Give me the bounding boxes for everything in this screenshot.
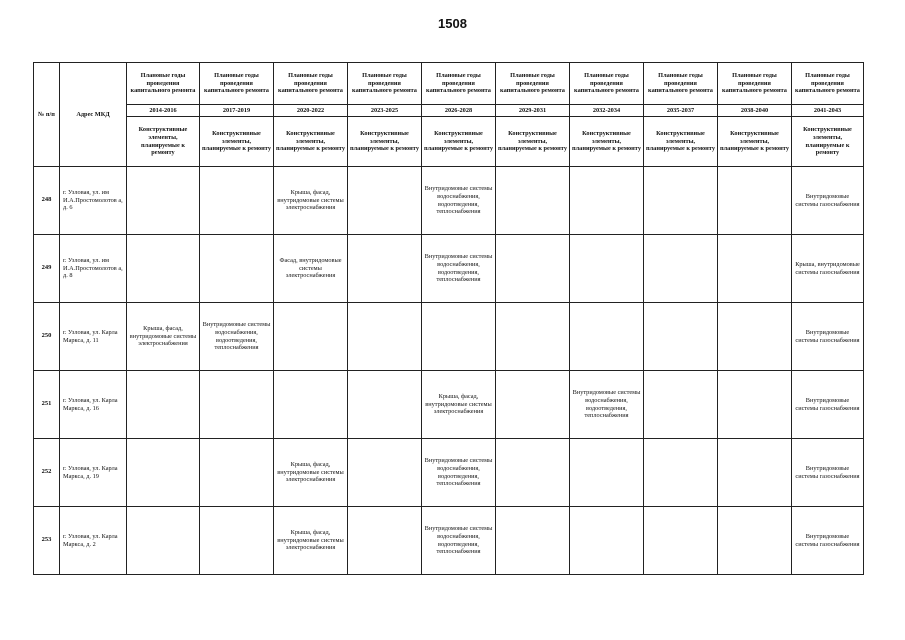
table-cell (200, 235, 274, 303)
period-header: 2041-2043 (792, 105, 864, 117)
row-number: 249 (34, 235, 60, 303)
table-cell (496, 371, 570, 439)
planned-years-header: Плановые годы проведения капитального ремонта (348, 63, 422, 105)
elements-header: Конструктивные элементы, планируемые к ремонту (570, 117, 644, 167)
table-cell (644, 303, 718, 371)
period-header: 2026-2028 (422, 105, 496, 117)
table-cell (570, 235, 644, 303)
table-cell (422, 303, 496, 371)
table-cell (127, 371, 200, 439)
row-number: 253 (34, 507, 60, 575)
planned-years-header: Плановые годы проведения капитального ремонта (496, 63, 570, 105)
table-cell (718, 235, 792, 303)
table-cell (718, 507, 792, 575)
page-number: 1508 (438, 16, 467, 31)
table-cell (496, 167, 570, 235)
planned-years-header: Плановые годы проведения капитального ремонта (644, 63, 718, 105)
elements-header: Конструктивные элементы, планируемые к ремонту (127, 117, 200, 167)
table-cell (644, 371, 718, 439)
table-cell: Крыша, фасад, внутридомовые системы электроснабжения (274, 439, 348, 507)
elements-header: Конструктивные элементы, планируемые к ремонту (348, 117, 422, 167)
table-cell (348, 507, 422, 575)
table-cell (127, 167, 200, 235)
table-cell (200, 507, 274, 575)
table-cell (496, 303, 570, 371)
table-cell (348, 235, 422, 303)
table-cell (274, 303, 348, 371)
elements-header: Конструктивные элементы, планируемые к ремонту (792, 117, 864, 167)
table-cell (718, 167, 792, 235)
row-number: 251 (34, 371, 60, 439)
period-header: 2032-2034 (570, 105, 644, 117)
table-cell (570, 167, 644, 235)
table-cell: Крыша, фасад, внутридомовые системы электроснабжения (274, 167, 348, 235)
table-cell (718, 439, 792, 507)
planned-years-header: Плановые годы проведения капитального ремонта (200, 63, 274, 105)
table-cell: Внутридомовые системы газоснабжения (792, 303, 864, 371)
period-header: 2035-2037 (644, 105, 718, 117)
header-row-planned (34, 63, 864, 105)
table-cell: Фасад, внутридомовые системы электроснабжения (274, 235, 348, 303)
table-cell (348, 439, 422, 507)
row-number: 252 (34, 439, 60, 507)
table-cell (200, 439, 274, 507)
table-cell: Внутридомовые системы газоснабжения (792, 371, 864, 439)
planned-years-header: Плановые годы проведения капитального ремонта (422, 63, 496, 105)
table-cell: Крыша, фасад, внутридомовые системы электроснабжения (127, 303, 200, 371)
table-cell: Внутридомовые системы водоснабжения, водоотведения, теплоснабжения (422, 439, 496, 507)
table-cell: Внутридомовые системы водоснабжения, водоотведения, теплоснабжения (422, 507, 496, 575)
table-cell (127, 507, 200, 575)
planned-years-header: Плановые годы проведения капитального ремонта (792, 63, 864, 105)
row-address: г. Узловая, ул. им И.А.Простомолотов а, д. 6 (60, 167, 127, 235)
header-row-elements (34, 117, 864, 167)
table-cell (200, 167, 274, 235)
table-cell (644, 439, 718, 507)
table-row (34, 507, 864, 575)
table-cell: Внутридомовые системы водоснабжения, водоотведения, теплоснабжения (422, 235, 496, 303)
table-cell: Крыша, фасад, внутридомовые системы электроснабжения (274, 507, 348, 575)
table-row (34, 303, 864, 371)
capital-repair-table (33, 62, 864, 575)
table-cell: Крыша, фасад, внутридомовые системы электроснабжения (422, 371, 496, 439)
table-cell (127, 235, 200, 303)
elements-header: Конструктивные элементы, планируемые к ремонту (274, 117, 348, 167)
table-cell (718, 371, 792, 439)
table-cell (348, 167, 422, 235)
table-cell (644, 507, 718, 575)
table-row (34, 235, 864, 303)
elements-header: Конструктивные элементы, планируемые к ремонту (718, 117, 792, 167)
table-cell (496, 235, 570, 303)
row-number: 248 (34, 167, 60, 235)
table-cell (644, 167, 718, 235)
period-header: 2023-2025 (348, 105, 422, 117)
elements-header: Конструктивные элементы, планируемые к ремонту (496, 117, 570, 167)
elements-header: Конструктивные элементы, планируемые к ремонту (422, 117, 496, 167)
row-number: 250 (34, 303, 60, 371)
period-header: 2029-2031 (496, 105, 570, 117)
table-row (34, 371, 864, 439)
table-cell: Внутридомовые системы водоснабжения, водоотведения, теплоснабжения (570, 371, 644, 439)
table-row (34, 439, 864, 507)
row-address: г. Узловая, ул. Карла Маркса, д. 2 (60, 507, 127, 575)
table-cell (570, 303, 644, 371)
num-column-header: № п/п (34, 63, 60, 167)
row-address: г. Узловая, ул. им И.А.Простомолотов а, д. 8 (60, 235, 127, 303)
table-cell (718, 303, 792, 371)
period-header: 2017-2019 (200, 105, 274, 117)
table-cell (348, 371, 422, 439)
planned-years-header: Плановые годы проведения капитального ремонта (274, 63, 348, 105)
table-cell: Внутридомовые системы водоснабжения, водоотведения, теплоснабжения (422, 167, 496, 235)
row-address: г. Узловая, ул. Карла Маркса, д. 16 (60, 371, 127, 439)
period-header: 2020-2022 (274, 105, 348, 117)
table-cell (570, 439, 644, 507)
table-cell: Внутридомовые системы газоснабжения (792, 439, 864, 507)
table-cell: Внутридомовые системы газоснабжения (792, 167, 864, 235)
period-header: 2014-2016 (127, 105, 200, 117)
planned-years-header: Плановые годы проведения капитального ремонта (718, 63, 792, 105)
header-row-periods (34, 105, 864, 117)
row-address: г. Узловая, ул. Карла Маркса, д. 11 (60, 303, 127, 371)
table-cell (348, 303, 422, 371)
row-address: г. Узловая, ул. Карла Маркса, д. 19 (60, 439, 127, 507)
table-cell (274, 371, 348, 439)
table-row (34, 167, 864, 235)
table-cell (127, 439, 200, 507)
table-cell (200, 371, 274, 439)
elements-header: Конструктивные элементы, планируемые к ремонту (200, 117, 274, 167)
table-cell: Внутридомовые системы газоснабжения (792, 507, 864, 575)
period-header: 2038-2040 (718, 105, 792, 117)
planned-years-header: Плановые годы проведения капитального ремонта (570, 63, 644, 105)
table-cell (496, 507, 570, 575)
elements-header: Конструктивные элементы, планируемые к ремонту (644, 117, 718, 167)
table-cell (496, 439, 570, 507)
table-cell (570, 507, 644, 575)
table-cell: Крыша, внутридомовые системы газоснабжения (792, 235, 864, 303)
table-cell: Внутридомовые системы водоснабжения, водоотведения, теплоснабжения (200, 303, 274, 371)
planned-years-header: Плановые годы проведения капитального ремонта (127, 63, 200, 105)
table-cell (644, 235, 718, 303)
address-column-header: Адрес МКД (60, 63, 127, 167)
